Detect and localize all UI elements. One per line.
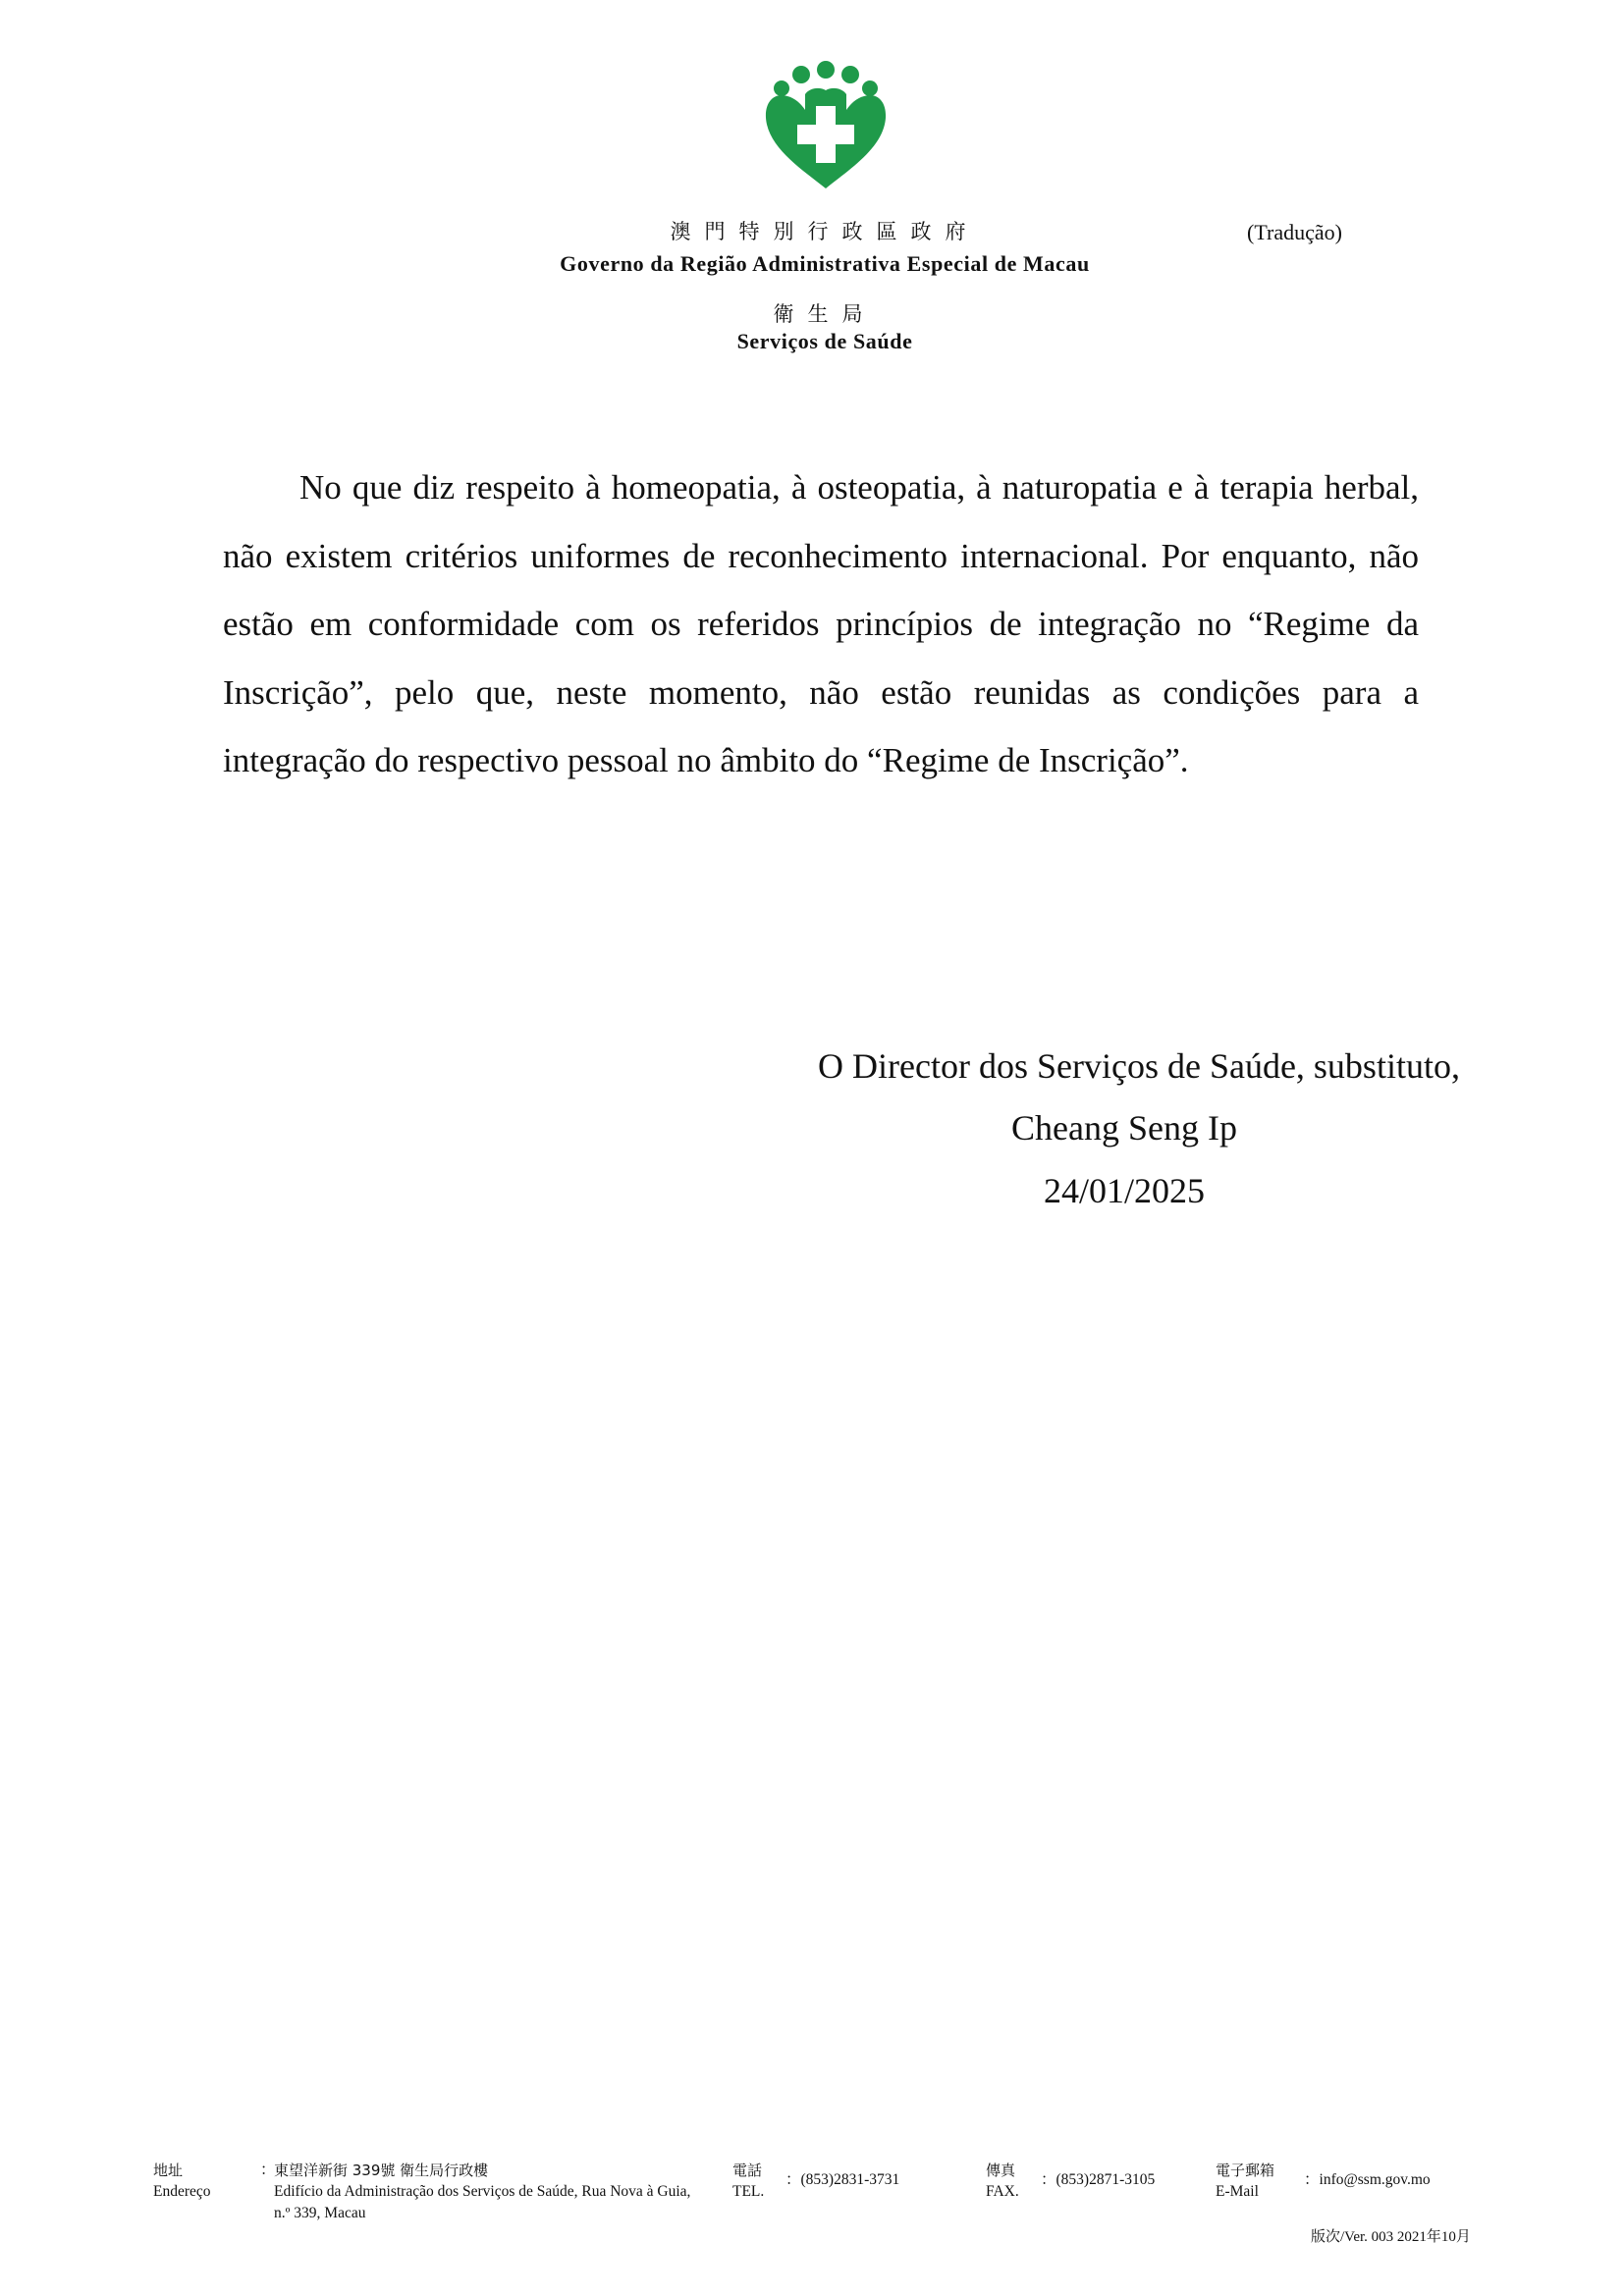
translation-tag: (Tradução) <box>1247 220 1342 244</box>
tel-label-zh: 電話 <box>732 2162 763 2179</box>
tel-number: (853)2831-3731 <box>800 2171 900 2188</box>
dept-name-pt: Serviços de Saúde <box>736 329 913 353</box>
email-label-zh: 電子郵箱 <box>1216 2162 1275 2179</box>
version-note: 版次/Ver. 003 2021年10月 <box>1311 2229 1471 2245</box>
address-zh: 東望洋新街 339號 衛生局行政樓 <box>274 2162 489 2179</box>
address-label <box>153 2160 211 2203</box>
fax-colon: ： <box>1041 2171 1056 2188</box>
email-value <box>1304 2169 1431 2191</box>
signatory-title: O Director dos Serviços de Saúde, substituto, <box>818 1046 1460 1086</box>
email-address: info@ssm.gov.mo <box>1319 2171 1431 2188</box>
health-bureau-logo <box>762 61 890 192</box>
body-paragraph: No que diz respeito à homeopatia, à osteopatia, à naturopatia e à terapia herbal, não existem critérios uniformes de reconhecimento internacional. Por enquanto, não estão em conformidade com os referidos princípios de integração no “Regime da Inscrição”, pelo que, neste momento, não estão reunidas as condições para a integração do respectivo pessoal no âmbito do “Regime de Inscrição”. <box>223 468 1419 779</box>
signatory-name: Cheang Seng Ip <box>1011 1108 1237 1148</box>
tel-label <box>732 2160 764 2203</box>
dept-name-zh: 衛生局 <box>773 302 877 326</box>
tel-value <box>785 2169 899 2191</box>
fax-value <box>1041 2169 1155 2191</box>
fax-number: (853)2871-3105 <box>1056 2171 1156 2188</box>
signature-date: 24/01/2025 <box>1043 1171 1205 1210</box>
address-label-zh: 地址 <box>153 2162 184 2179</box>
tel-colon: ： <box>785 2171 801 2188</box>
address-label-pt: Endereço <box>153 2183 211 2200</box>
email-label <box>1216 2160 1274 2203</box>
org-name-pt: Governo da Região Administrativa Especial de Macau <box>560 251 1090 276</box>
fax-label-zh: 傳真 <box>986 2162 1016 2179</box>
address-pt: Edifício da Administração dos Serviços de Saúde, Rua Nova à Guia, n.º 339, Macau <box>274 2183 691 2221</box>
fax-label-pt: FAX. <box>986 2183 1019 2200</box>
tel-label-pt: TEL. <box>732 2183 765 2200</box>
email-label-pt: E-Mail <box>1216 2183 1259 2200</box>
address-value <box>260 2160 697 2224</box>
email-colon: ： <box>1304 2171 1320 2188</box>
org-name-zh: 澳門特別行政區政府 <box>670 220 980 243</box>
address-colon: ： <box>260 2162 276 2178</box>
fax-label <box>986 2160 1019 2203</box>
